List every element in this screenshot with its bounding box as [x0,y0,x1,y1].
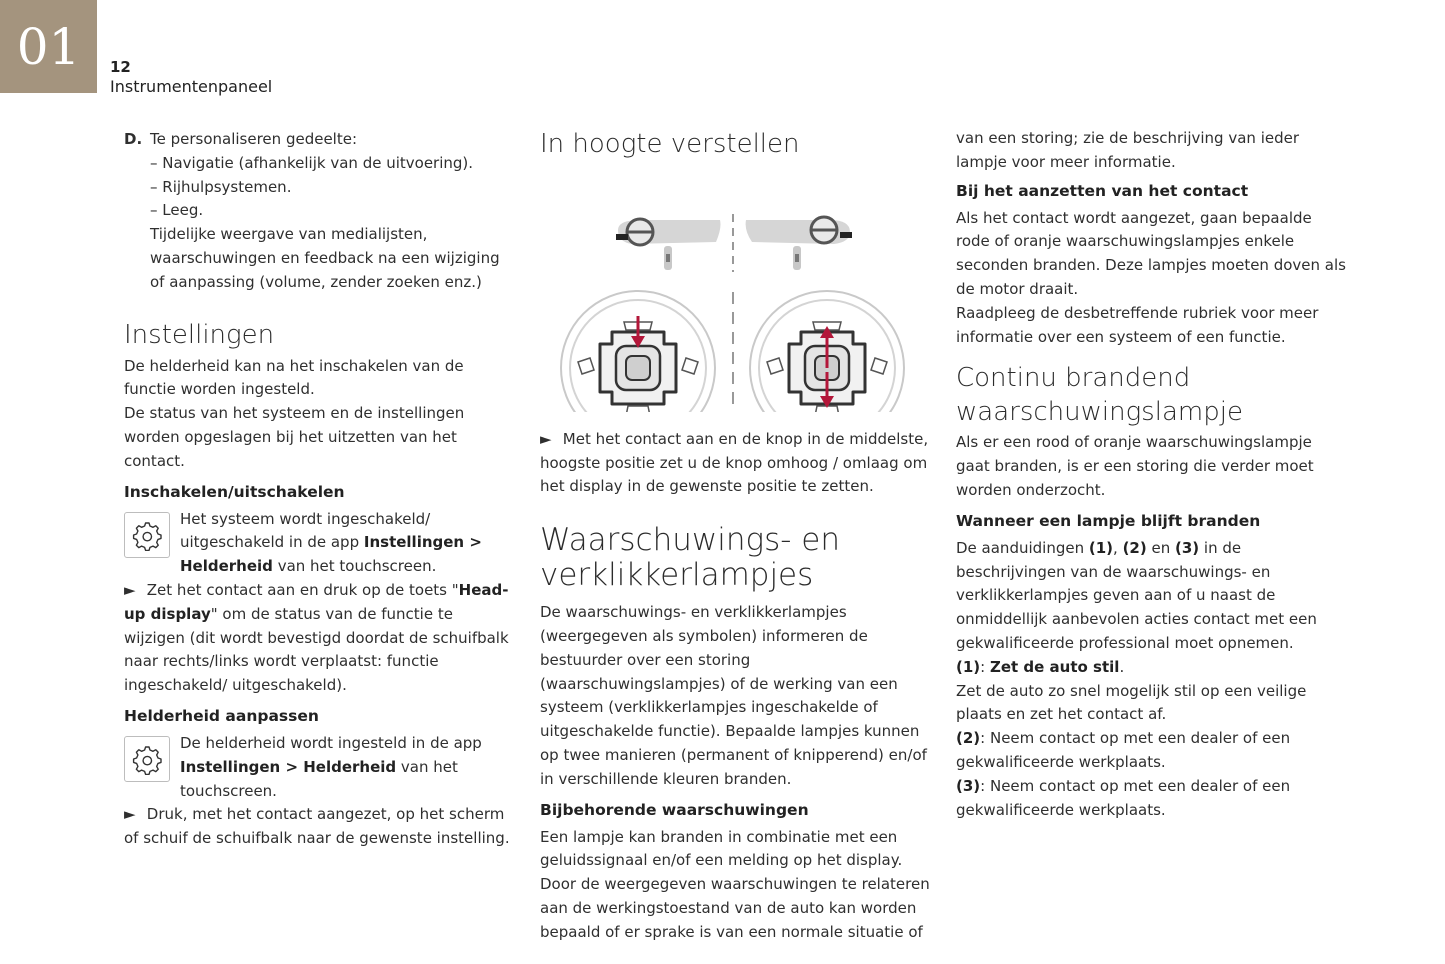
rule-1-action: Zet de auto stil [989,657,1120,676]
rule-1-text: Zet de auto zo snel mogelijk stil op een veilige plaats en zet het contact af. [956,681,1307,724]
brightness-block [124,732,514,803]
column-middle [540,128,935,945]
heading-inschakelen: Inschakelen/uitschakelen [124,482,345,501]
item-d-option: – Navigatie (afhankelijk van de uitvoering). [150,153,474,172]
height-step-text: Met het contact aan en de knop in de middelste, hoogste positie zet u de knop omhoog / omlaag om het display in de gewenste positie te zetten. [540,429,929,496]
chapter-tab [0,0,97,93]
rule-2 [956,727,1346,775]
item-d-option: – Leeg. [150,201,204,220]
ref-2: (2) [1122,538,1147,557]
instellingen-paragraph-2: De status van het systeem en de instellingen worden opgeslagen bij het uitzetten van het contact. [124,404,465,470]
ref-1: (1) [1088,538,1114,557]
brightness-step [124,803,514,851]
heading-hoogte: In hoogte verstellen [540,129,800,159]
continued-paragraph: van een storing; zie de beschrijving van ieder lampje voor meer informatie. [956,129,1300,171]
page-number: 12 [110,58,131,76]
heading-helderheid: Helderheid aanpassen [124,706,319,725]
remains-sep: en [1146,538,1175,557]
item-d [124,128,514,295]
continu-paragraph: Als er een rood of oranje waarschuwingslampje gaat branden, is er een storing die verder moet worden onderzocht. [956,433,1314,499]
item-d-title: Te personaliseren gedeelte: [150,130,357,148]
switch-step-button: Head-up display [124,580,509,623]
bullet-arrow-icon: ► [124,805,136,824]
heading-instellingen: Instellingen [124,319,275,350]
display-unit-left [616,219,721,270]
switch-app-setting: Helderheid [180,557,273,576]
rule-1-dot: . [1119,657,1125,676]
rule-2-text: : Neem contact op met een dealer of een gekwalificeerde werkplaats. [956,729,1291,771]
control-knob-left [561,291,715,412]
brightness-text: De helderheid wordt ingesteld in de app [180,733,482,752]
heading-continu: Continu brandend waarschuwingslampje [956,363,1243,428]
brightness-step-text: Druk, met het contact aangezet, op het scherm of schuif de schuifbalk naar de gewenste instelling. [124,805,510,848]
gear-icon [124,736,170,782]
switch-step-text-end: " om de status van de functie te wijzigen (dit wordt bevestigd doordat de schuifbalk naar rechts/links wordt verplaatst: functie ingeschakeld/ uitgeschakeld). [124,604,509,695]
rule-1-label: (1) [956,657,981,676]
display-unit-right [746,217,852,270]
column-left [124,128,514,851]
switch-app-path: Instellingen > [363,533,482,552]
height-step [540,428,935,499]
bullet-arrow-icon: ► [540,429,552,448]
remains-sep: , [1113,538,1123,557]
section-title: Instrumentenpaneel [110,77,273,96]
rule-2-label: (2) [956,729,981,748]
remains-text: De aanduidingen [956,538,1089,557]
heading-blijft-branden: Wanneer een lampje blijft branden [956,511,1261,530]
rule-3-text: : Neem contact op met een dealer of een gekwalificeerde werkplaats. [956,776,1291,819]
item-d-note: Tijdelijke weergave van medialijsten, waarschuwingen en feedback na een wijziging of aanpassing (volume, zender zoeken enz.) [150,225,500,291]
item-d-label: D. [124,130,143,148]
remains-text-end: in de beschrijvingen van de waarschuwings- en verklikkerlampjes geven aan of u naast de onmiddellijk aanbevolen acties contact met een gekwalificeerde professional moet opnemen. [956,538,1317,652]
switch-block [124,508,514,579]
switch-text-end: van het touchscreen. [272,557,437,576]
heading-lampjes: Waarschuwings- en verklikkerlampjes [540,522,841,594]
switch-step [124,579,514,698]
rule-3-label: (3) [956,776,981,795]
switch-text: Het systeem wordt ingeschakeld/ uitgeschakeld in de app [180,509,431,552]
remains-paragraph [956,537,1346,656]
control-knob-right [750,291,904,412]
lampjes-paragraph: De waarschuwings- en verklikkerlampjes (weergegeven als symbolen) informeren de bestuurder over een storing (waarschuwingslampjes) of de werking van een systeem (verklikkerlampjes ingeschakelde of uitgeschakelde functie). Bepaalde lampjes kunnen op twee manieren (permanent of knipperend) en/of in verschillende kleuren branden. [540,603,927,788]
contact-paragraph-1: Als het contact wordt aangezet, gaan bepaalde rode of oranje waarschuwingslampjes enkele seconden branden. Deze lampjes moeten doven als de motor draait. [956,208,1346,298]
bijbehorende-paragraph: Een lampje kan branden in combinatie met een geluidssignaal en/of een melding op het display. Door de weergegeven waarschuwingen te relateren aan de werkingstoestand van de auto kan worden bepaald of er sprake is van een normale situatie of [540,827,930,941]
item-d-option: – Rijhulpsystemen. [150,177,292,196]
rule-3 [956,775,1346,823]
switch-step-text: Zet het contact aan en druk op de toets " [146,580,459,599]
brightness-text-end: van het touchscreen. [180,757,458,800]
brightness-app-path: Instellingen > Helderheid [180,757,397,776]
gear-icon [124,512,170,558]
heading-bijbehorende: Bijbehorende waarschuwingen [540,800,809,819]
chapter-number: 01 [16,17,81,76]
bullet-arrow-icon: ► [124,580,136,599]
column-right [956,127,1346,822]
rule-1-colon: : [980,657,990,676]
heading-contact: Bij het aanzetten van het contact [956,181,1249,200]
rule-1 [956,656,1346,680]
instellingen-paragraph-1: De helderheid kan na het inschakelen van de functie worden ingesteld. [124,356,464,399]
contact-paragraph-2: Raadpleeg de desbetreffende rubriek voor meer informatie over een systeem of een functie. [956,303,1319,346]
ref-3: (3) [1175,538,1200,557]
height-adjust-illustration [540,172,925,412]
